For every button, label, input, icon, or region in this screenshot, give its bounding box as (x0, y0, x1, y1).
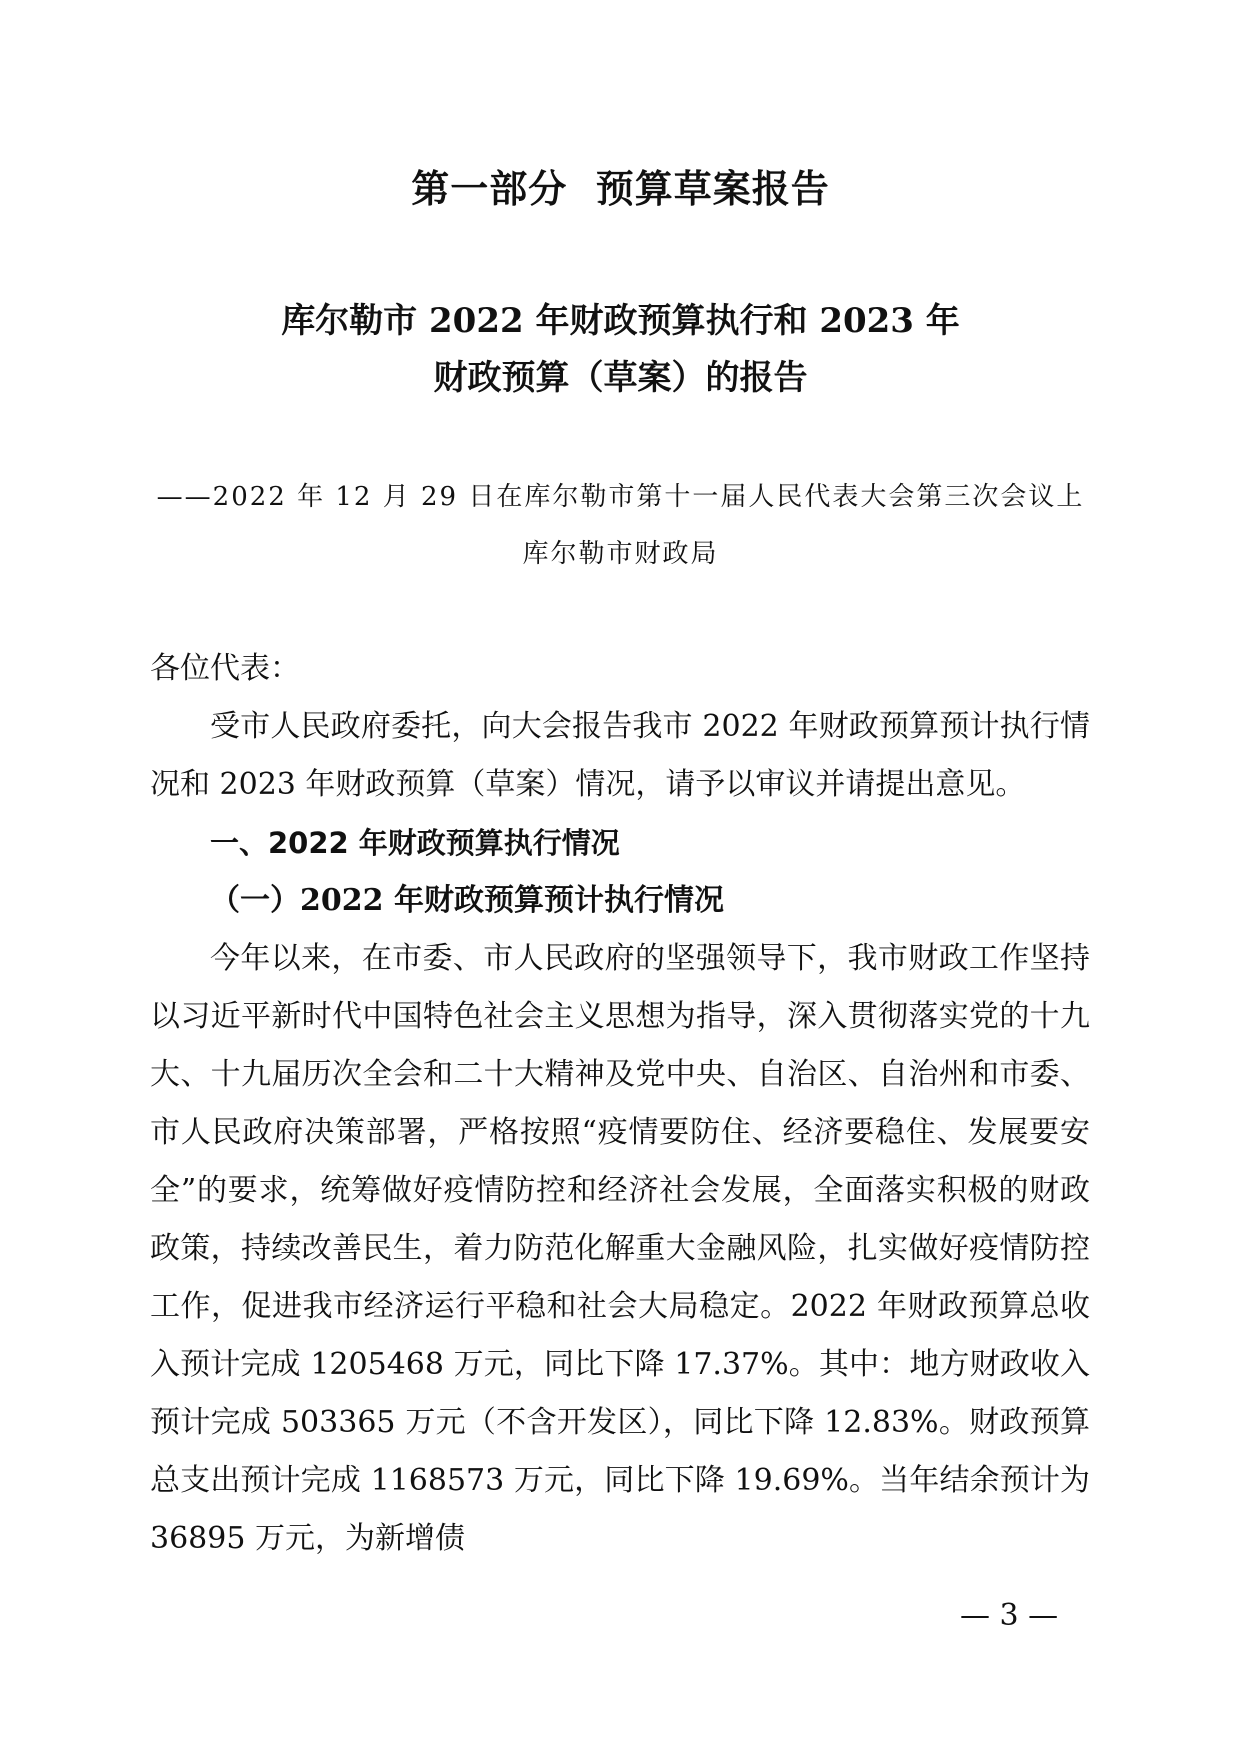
report-body (150, 640, 1090, 1568)
report-title-line-1: 库尔勒市 2022 年财政预算执行和 2023 年 (281, 301, 960, 341)
body-paragraph: 今年以来，在市委、市人民政府的坚强领导下，我市财政工作坚持以习近平新时代中国特色社会主义思想为指导，深入贯彻落实党的十九大、十九届历次全会和二十大精神及党中央、自治区、自治州和市委、市人民政府决策部署，严格按照“疫情要防住、经济要稳住、发展要安全”的要求，统筹做好疫情防控和经济社会发展，全面落实积极的财政政策，持续改善民生，着力防范化解重大金融风险，扎实做好疫情防控工作，促进我市经济运行平稳和社会大局稳定。2022 年财政预算总收入预计完成 1205468 万元，同比下降 17.37%。其中：地方财政收入预计完成 503365 万元（不含开发区），同比下降 12.83%。财政预算总支出预计完成 1168573 万元，同比下降 19.69%。当年结余预计为 36895 万元，为新增债 (150, 941, 1090, 1556)
salutation: 各位代表： (150, 651, 300, 686)
subsection-heading-1: （一）2022 年财政预算预计执行情况 (210, 883, 724, 918)
subtitle-meeting-info: ——2022 年 12 月 29 日在库尔勒市第十一届人民代表大会第三次会议上 (156, 482, 1085, 512)
section-heading-1: 一、2022 年财政预算执行情况 (210, 826, 620, 860)
subtitle-issuer: 库尔勒市财政局 (522, 539, 719, 569)
intro-paragraph: 受市人民政府委托，向大会报告我市 2022 年财政预算预计执行情况和 2023 年财政预算（草案）情况，请予以审议并请提出意见。 (150, 709, 1090, 802)
part-title: 第一部分 预算草案报告 (411, 167, 830, 211)
report-title-line-2: 财政预算（草案）的报告 (433, 358, 808, 398)
page-number: — 3 — (960, 1598, 1059, 1633)
